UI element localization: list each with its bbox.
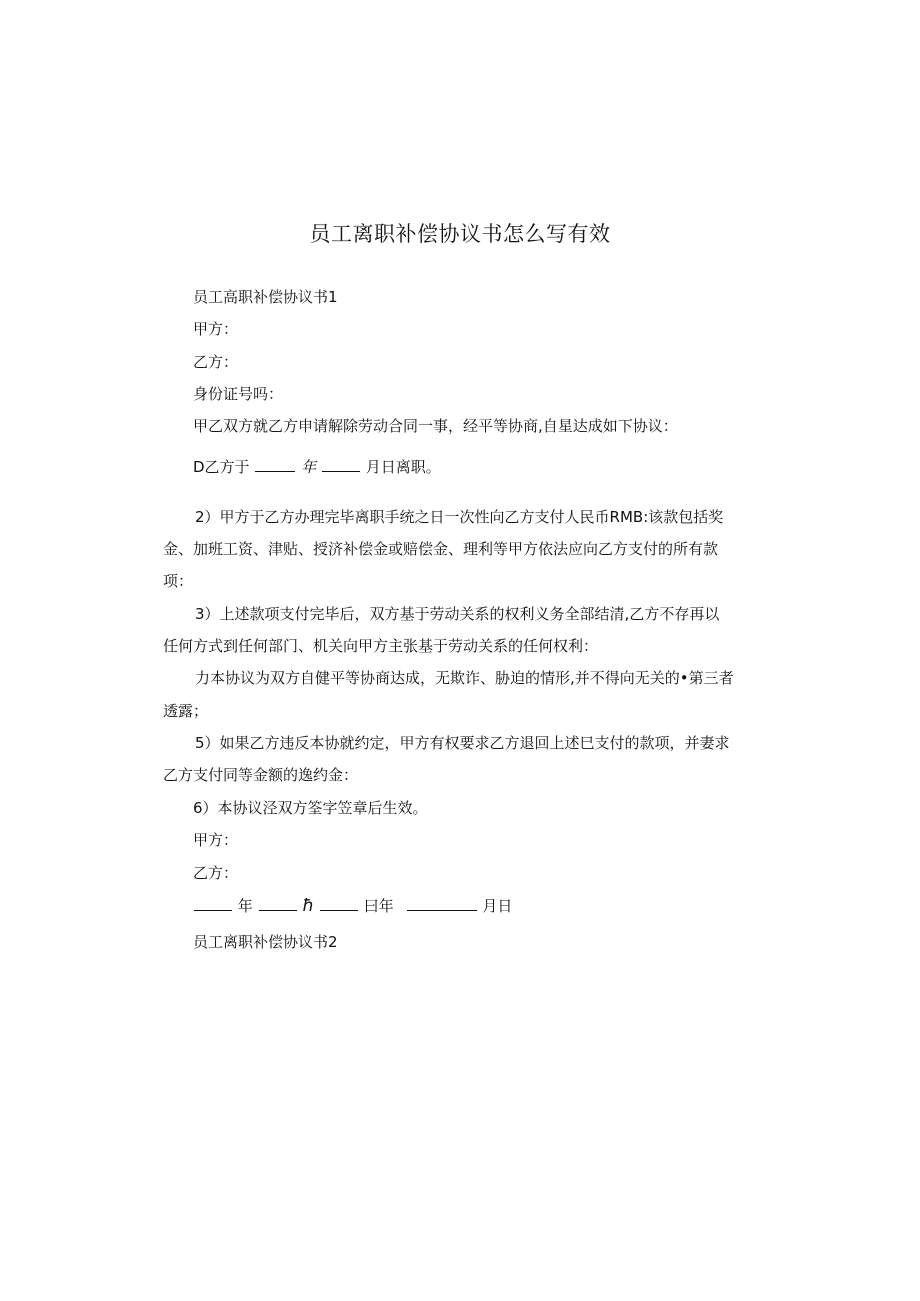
document-title: 员工离职补偿协议书怎么写有效 <box>309 222 611 246</box>
party-b-label: 乙方： <box>193 353 239 371</box>
intro-paragraph: 甲乙双方就乙方申请解除劳动合同一事，经平等协商,自星达成如下协议： <box>193 417 678 435</box>
clause-1-suffix: 月日离职。 <box>365 458 441 476</box>
section2-heading: 员工离职补偿协议书2 <box>193 933 338 951</box>
blank-line <box>322 457 360 472</box>
clause-3-line-1: 3）上述款项支付完毕后，双方基于劳动关系的权利义务全部结清,乙方不存再以 <box>195 605 720 623</box>
blank-line <box>194 896 232 911</box>
clause-1-prefix: D乙方于 <box>193 458 250 476</box>
section1-heading: 员工高职补偿协议书1 <box>193 288 338 306</box>
id-number-label: 身份证号吗： <box>193 385 284 403</box>
clause-5-line-2: 乙方支付同等金额的逸约金： <box>163 766 359 784</box>
clause-4-line-2: 透露； <box>163 702 209 720</box>
party-a-label: 甲方： <box>193 320 239 338</box>
date-line <box>193 896 512 916</box>
date-month-day: 月日 <box>482 897 513 915</box>
blank-line <box>407 896 477 911</box>
date-day-year: 曰年 <box>363 897 394 915</box>
clause-1 <box>193 457 441 477</box>
blank-line <box>259 896 297 911</box>
clause-2-line-1: 2）甲方于乙方办理完毕离职手统之日一次性向乙方支付人民币RMB:该款包括奖 <box>195 508 724 526</box>
blank-line <box>255 457 295 472</box>
sign-party-b-label: 乙方： <box>193 864 239 882</box>
sign-party-a-label: 甲方： <box>193 831 239 849</box>
blank-line <box>320 896 358 911</box>
date-year-1: 年 <box>237 897 253 915</box>
clause-1-year: 年 <box>301 458 317 476</box>
clause-4-line-1: 力本协议为双方自健平等协商达成，无欺诈、胁迫的情形,并不得向无关的•第三者 <box>195 669 734 687</box>
date-h-glyph: ħ <box>302 896 315 916</box>
clause-5-line-1: 5）如果乙方违反本协就约定，甲方有权要求乙方退回上述巳支付的款项，并妻求 <box>195 734 730 752</box>
clause-3-line-2: 任何方式到任何部门、机关向甲方主张基于劳动关系的任何权利： <box>163 637 599 655</box>
clause-2-line-2: 金、加班工资、津贴、授济补偿金或赔偿金、理利等甲方依法应向乙方支付的所有款 <box>163 540 719 558</box>
clause-6: 6）本协议泾双方筌字笠章后生效。 <box>193 799 428 817</box>
clause-2-line-3: 项： <box>163 572 194 590</box>
